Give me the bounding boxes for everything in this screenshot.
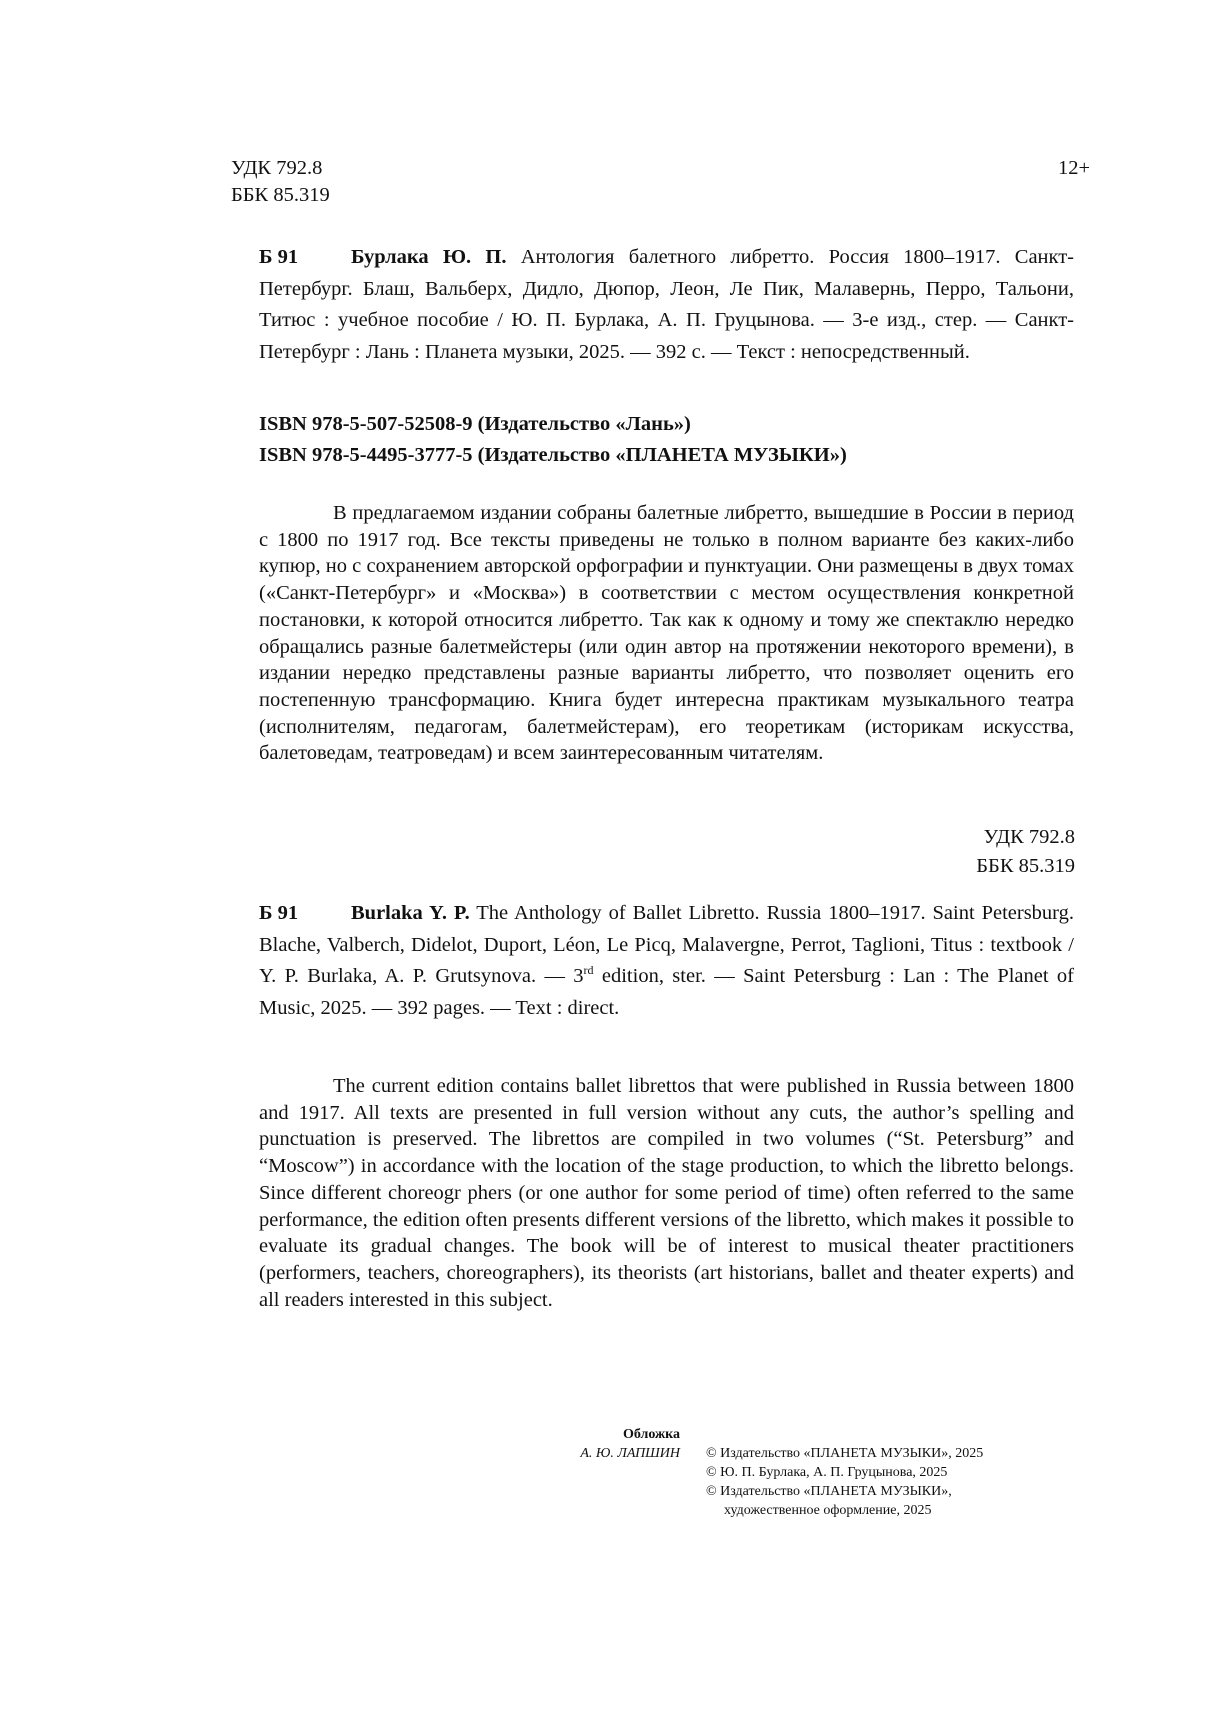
isbn-line: ISBN 978-5-4495-3777-5 (Издательство «ПЛАНЕТА МУЗЫКИ») — [259, 444, 847, 466]
cover-credit — [560, 1425, 680, 1463]
classification-codes — [231, 155, 330, 209]
cover-artist: А. Ю. ЛАПШИН — [580, 1446, 680, 1461]
bibliographic-entry-en — [259, 898, 1074, 1024]
copyright-line: © Издательство «ПЛАНЕТА МУЗЫКИ», — [706, 1484, 952, 1499]
cover-label: Обложка — [622, 1427, 680, 1442]
isbn-line: ISBN 978-5-507-52508-9 (Издательство «Лань») — [259, 413, 691, 435]
copyright-line-cont: художественное оформление, 2025 — [724, 1503, 932, 1518]
annotation-en — [259, 1073, 1074, 1313]
copyright-line: © Издательство «ПЛАНЕТА МУЗЫКИ», 2025 — [706, 1446, 984, 1461]
copyright-block — [706, 1444, 983, 1520]
bbk-code: ББК 85.319 — [231, 184, 330, 206]
annotation-text: В предлагаемом издании собраны балетные либретто, вышедшие в России в период с 1800 по 1917 год. Все тексты приведены не только в полном варианте без каких-либо купюр, но с сохранением авторской орфографии и пунктуации. Они размещены в двух томах («Санкт-Петербург» и «Москва») в соответствии с местом осуществления конкретной постановки, к которой относится либретто. Так как к одному и тому же спектаклю нередко обращались разные балетмейстеры (или один автор на протяжении некоторого времени), в издании нередко представлены разные варианты либретто, что позволяет оценить его постепенную трансформацию. Книга будет интересна практикам музыкального театра (исполнителям, педагогам, балетмейстерам), его теоретикам (историкам искусства, балетоведам, театроведам) и всем заинтересованным читателям. — [259, 502, 1074, 765]
age-rating: 12+ — [1057, 157, 1090, 179]
author-name: Бурлака Ю. П. — [351, 246, 507, 268]
ordinal-suffix: rd — [583, 963, 594, 978]
copyright-line: © Ю. П. Бурлака, А. П. Груцынова, 2025 — [706, 1465, 948, 1480]
author-mark: Б 91 — [259, 246, 299, 268]
annotation-text: The current edition contains ballet librettos that were published in Russia between 1800 and 1917. All texts are presented in full version without any cuts, the author’s spelling and punctuation is preserved. The librettos are compiled in two volumes (“St. Petersburg” and “Moscow”) in accordance with the location of the stage production, to which the libretto belongs. Since different choreogr phers (or one author for some period of time) often referred to the same performance, the edition often presents different versions of the libretto, which makes it possible to evaluate its gradual changes. The book will be of interest to musical theater practitioners (performers, teachers, choreographers), its theorists (art historians, ballet and theater experts) and all readers interested in this subject. — [259, 1075, 1074, 1311]
classification-codes-repeat — [976, 823, 1075, 881]
entry-text: Антология балетного либретто. Россия 1800–1917. Санкт-Петербург. Блаш, Вальберх, Дидло, Дюпор, Леон, Ле Пик, Малавернь, Перро, Тальони, Титюс : учебное пособие / Ю. П. Бурлака, А. П. Груцынова. — 3-е изд., стер. — Санкт-Петербург : Лань : Планета музыки, 2025. — 392 с. — Текст : непосредственный. — [259, 246, 1074, 363]
bbk-code: ББК 85.319 — [976, 855, 1075, 877]
bibliographic-entry-ru — [259, 242, 1074, 368]
author-name: Burlaka Y. P. — [351, 902, 470, 924]
entry-text-cont: edition, ster. — Saint Petersburg : Lan : The Planet of Music, 2025. — 392 pages. — Text : direct. — [259, 965, 1074, 1019]
author-mark: Б 91 — [259, 902, 299, 924]
annotation-ru — [259, 500, 1074, 767]
isbn-list — [259, 409, 847, 471]
udk-code: УДК 792.8 — [983, 826, 1075, 848]
udk-code: УДК 792.8 — [231, 157, 323, 179]
entry-text: The Anthology of Ballet Libretto. Russia 1800–1917. Saint Petersburg. Blache, Valberch, Didelot, Duport, Léon, Le Picq, Malavergne, Perrot, Taglioni, Titus : textbook / Y. P. Burlaka, A. P. Grutsynova. — 3 — [259, 902, 1075, 987]
